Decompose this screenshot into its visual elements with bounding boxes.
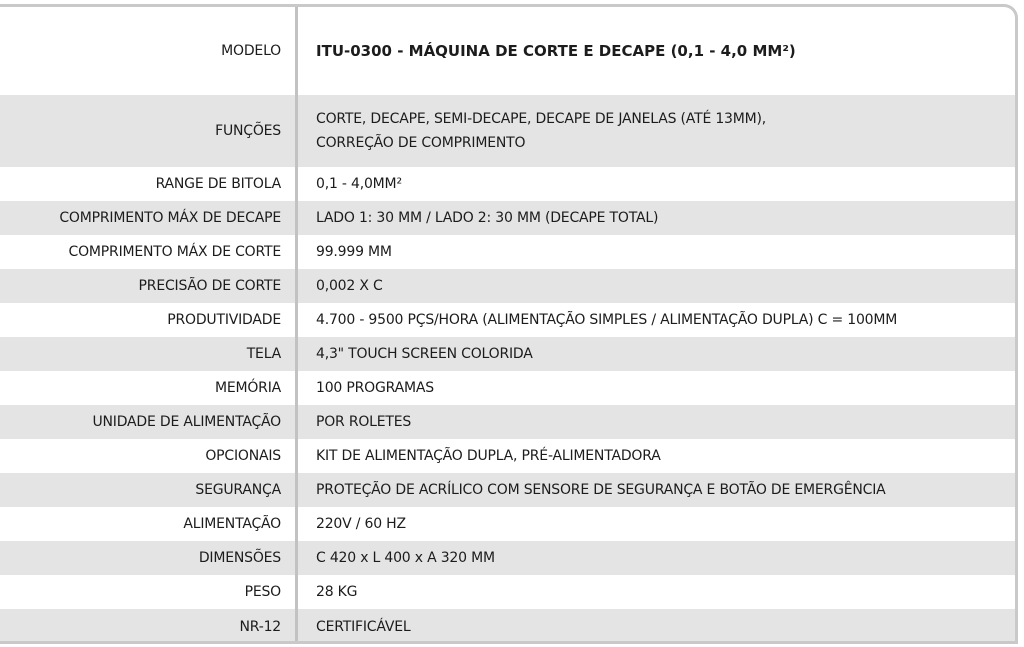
- row-value-line: 4,3" TOUCH SCREEN COLORIDA: [316, 346, 533, 362]
- row-value: [316, 478, 1010, 502]
- row-label: COMPRIMENTO MÁX DE DECAPE: [59, 210, 281, 226]
- table-row: [0, 575, 1018, 609]
- row-value-line: 0,002 X C: [316, 278, 383, 294]
- row-value: [316, 172, 1010, 196]
- column-divider: [295, 7, 298, 641]
- row-label: MODELO: [221, 43, 281, 59]
- row-value: [316, 615, 1010, 639]
- table-row: [0, 7, 1018, 95]
- table-row: [0, 405, 1018, 439]
- row-value: [316, 240, 1010, 264]
- row-label: OPCIONAIS: [205, 448, 281, 464]
- row-value: [316, 376, 1010, 400]
- row-label: MEMÓRIA: [214, 380, 281, 396]
- row-label: RANGE DE BITOLA: [155, 176, 281, 192]
- row-value-line: CERTIFICÁVEL: [316, 619, 411, 635]
- row-value: [316, 342, 1010, 366]
- row-value-line: 220V / 60 HZ: [316, 516, 406, 532]
- row-value-line: PROTEÇÃO DE ACRÍLICO COM SENSORE DE SEGURANÇA E BOTÃO DE EMERGÊNCIA: [316, 482, 886, 498]
- table-row: [0, 269, 1018, 303]
- row-label: PESO: [244, 584, 281, 600]
- table-row: [0, 167, 1018, 201]
- table-row: [0, 507, 1018, 541]
- table-row: [0, 201, 1018, 235]
- row-value-line: KIT DE ALIMENTAÇÃO DUPLA, PRÉ-ALIMENTADORA: [316, 448, 661, 464]
- row-label: FUNÇÕES: [215, 123, 281, 139]
- row-label: COMPRIMENTO MÁX DE CORTE: [68, 244, 281, 260]
- table-row: [0, 439, 1018, 473]
- row-value-line: 28 KG: [316, 584, 358, 600]
- table-row: [0, 235, 1018, 269]
- row-value-line: CORREÇÃO DE COMPRIMENTO: [316, 135, 526, 151]
- table-row: [0, 337, 1018, 371]
- row-value: [316, 410, 1010, 434]
- row-value-line: CORTE, DECAPE, SEMI-DECAPE, DECAPE DE JANELAS (ATÉ 13MM),: [316, 111, 767, 127]
- row-value-line: 0,1 - 4,0MM²: [316, 176, 402, 192]
- row-value-line: 99.999 MM: [316, 244, 392, 260]
- table-row: [0, 95, 1018, 167]
- row-label: PRODUTIVIDADE: [167, 312, 281, 328]
- row-label: ALIMENTAÇÃO: [183, 516, 281, 532]
- row-label: UNIDADE DE ALIMENTAÇÃO: [92, 414, 281, 430]
- table-row: [0, 303, 1018, 337]
- row-value: [316, 107, 1010, 155]
- row-label: SEGURANÇA: [195, 482, 281, 498]
- row-value: [316, 274, 1010, 298]
- row-label: NR-12: [239, 619, 281, 635]
- row-value-line: 4.700 - 9500 PÇS/HORA (ALIMENTAÇÃO SIMPLES / ALIMENTAÇÃO DUPLA) C = 100MM: [316, 312, 898, 328]
- table-row: [0, 473, 1018, 507]
- row-value-line: ITU-0300 - MÁQUINA DE CORTE E DECAPE (0,1 - 4,0 MM²): [316, 42, 796, 60]
- row-label: PRECISÃO DE CORTE: [138, 278, 281, 294]
- row-value: [316, 444, 1010, 468]
- row-value-line: C 420 x L 400 x A 320 MM: [316, 550, 495, 566]
- row-value: [316, 580, 1010, 604]
- row-value: [316, 546, 1010, 570]
- row-label: DIMENSÕES: [198, 550, 281, 566]
- table-row: [0, 541, 1018, 575]
- table-row: [0, 371, 1018, 405]
- row-value: [316, 39, 1010, 63]
- row-value: [316, 206, 1010, 230]
- row-value: [316, 308, 1010, 332]
- spec-table: [0, 4, 1018, 644]
- row-value-line: LADO 1: 30 MM / LADO 2: 30 MM (DECAPE TOTAL): [316, 210, 659, 226]
- row-value-line: 100 PROGRAMAS: [316, 380, 434, 396]
- row-value-line: POR ROLETES: [316, 414, 412, 430]
- row-value: [316, 512, 1010, 536]
- row-label: TELA: [246, 346, 281, 362]
- table-row: [0, 609, 1018, 644]
